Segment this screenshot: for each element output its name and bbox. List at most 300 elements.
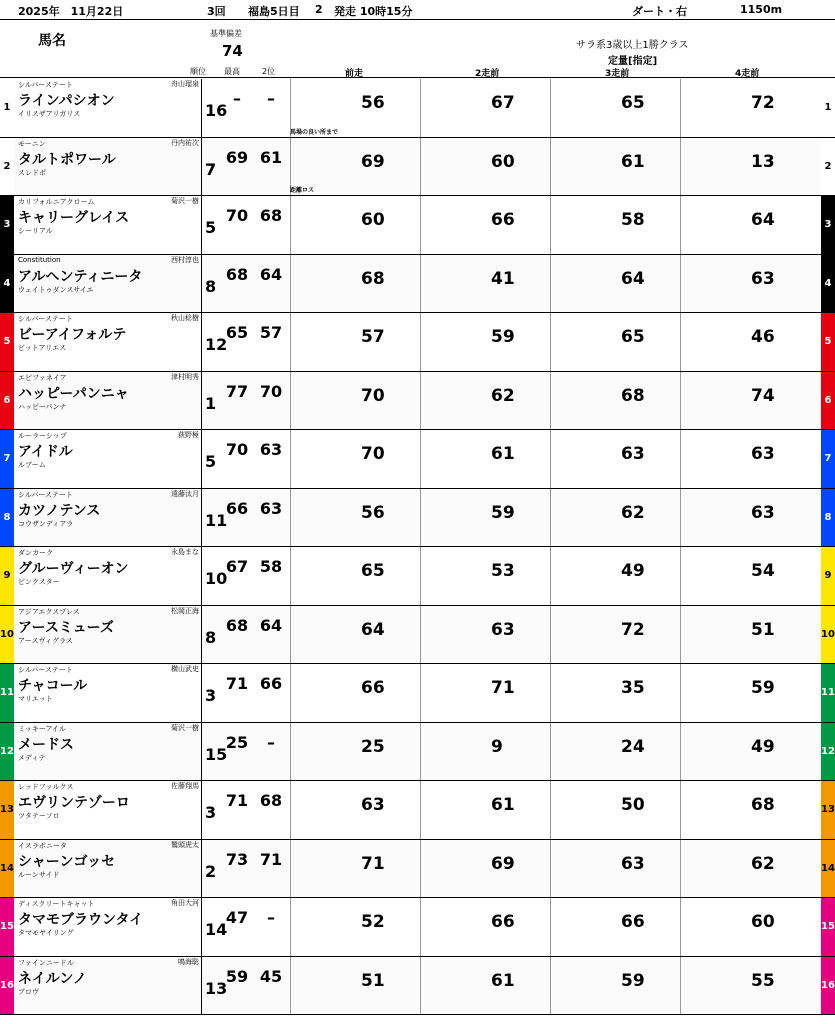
rank-value: 12 [205, 335, 228, 354]
sire-name: シルバーステート [18, 315, 73, 323]
past-race-index: 13 [751, 151, 775, 172]
past-race-index: 63 [621, 444, 645, 464]
post-number-right: 16 [821, 957, 835, 1015]
past-race-index: 63 [361, 795, 385, 815]
horse-info [16, 79, 202, 137]
horse-row [0, 313, 835, 372]
best-label: 最高 [224, 67, 240, 76]
dam-name: ビットアリエス [18, 344, 67, 352]
horse-name: ネイルンノ [18, 970, 87, 987]
past-race-index: 25 [361, 736, 385, 757]
past-race-3 [550, 957, 686, 1015]
post-number-right: 1 [821, 79, 835, 137]
past-race-index: 59 [491, 502, 515, 523]
past-race-index: 61 [621, 151, 645, 172]
horse-info [16, 430, 202, 488]
past-race-index: 60 [751, 912, 775, 932]
past-race-index: 68 [621, 385, 645, 406]
past-race-index: 51 [361, 970, 385, 991]
past-race-2 [420, 430, 556, 488]
horse-row [0, 898, 835, 957]
best-deviation: 66 [225, 498, 249, 518]
jockey-name: 津村明秀 [171, 372, 199, 381]
past-race-1 [290, 898, 426, 956]
best-deviation: 69 [225, 147, 249, 167]
past-race-2 [420, 723, 556, 781]
post-number-right: 6 [821, 372, 835, 430]
horse-row [0, 196, 835, 255]
past-race-index: 66 [621, 912, 645, 932]
post-number-left: 14 [0, 840, 14, 898]
past-race-4 [680, 957, 816, 1015]
post-number-left: 1 [0, 79, 14, 137]
past-race-1 [290, 840, 426, 898]
horse-name: ハッピーパンニャ [18, 385, 129, 402]
past-race-index: 66 [491, 210, 515, 230]
rank-value: 3 [205, 686, 217, 705]
past-race-index: 71 [361, 853, 385, 874]
past-race-index: 63 [751, 502, 775, 523]
base-deviation-label: 基準偏差 [210, 29, 242, 38]
past-race-4 [680, 79, 816, 137]
horse-row [0, 547, 835, 606]
dam-name: イリスザアリガリス [18, 110, 81, 118]
best-deviation: 70 [225, 440, 249, 459]
post-number-left: 13 [0, 781, 14, 839]
sire-name: レッドファルクス [18, 783, 74, 791]
past-race-1 [290, 255, 426, 313]
sire-name: ファインニードル [18, 958, 74, 967]
sire-name: アジアエクスプレス [18, 607, 80, 616]
past-race-2 [420, 489, 556, 547]
rank-label: 順位 [190, 67, 206, 76]
past-race-index: 68 [751, 795, 775, 815]
past-race-3 [550, 430, 686, 488]
rank-value: 10 [205, 569, 228, 588]
rank-value: 14 [205, 920, 228, 939]
past-race-4 [680, 547, 816, 605]
past-race-index: 63 [751, 268, 775, 289]
past4-label: 4走前 [735, 69, 760, 79]
past-race-index: 63 [491, 619, 515, 640]
post-number-right: 4 [821, 255, 835, 313]
past-race-index: 58 [621, 210, 645, 230]
sire-name: シルバーステート [18, 666, 73, 674]
horse-info [16, 372, 202, 430]
past-race-index: 65 [621, 327, 645, 347]
jockey-name: 西村淳也 [171, 255, 199, 264]
horse-row [0, 372, 835, 431]
jockey-name: 横山武史 [171, 665, 199, 673]
past-race-2 [420, 781, 556, 839]
past-race-3 [550, 79, 686, 137]
second-label: 2位 [262, 67, 276, 76]
post-number-right: 12 [821, 723, 835, 781]
past-race-index: 59 [751, 678, 775, 698]
past-race-index: 72 [621, 619, 645, 640]
past-race-index: 64 [361, 619, 385, 640]
race-note: 馬場の良い所まで [290, 128, 339, 136]
second-deviation: 63 [259, 498, 283, 518]
jockey-name: 遠藤汰月 [171, 489, 199, 498]
second-deviation: 68 [259, 791, 283, 810]
past-race-1 [290, 430, 426, 488]
past-race-2 [420, 138, 556, 196]
dam-name: プロヴ [18, 987, 39, 996]
past-race-1 [290, 957, 426, 1015]
dam-name: ツタテーソロ [18, 812, 60, 820]
jockey-name: 鷲頭虎太 [171, 840, 199, 849]
past-race-index: 69 [361, 151, 385, 172]
past-race-1 [290, 664, 426, 722]
past-race-index: 64 [621, 268, 645, 289]
best-deviation: 71 [225, 674, 249, 693]
horse-info [16, 255, 202, 313]
rank-value: 8 [205, 627, 217, 647]
past-race-4 [680, 489, 816, 547]
past-race-1 [290, 781, 426, 839]
horse-info [16, 840, 202, 898]
sire-name: モーニン [18, 139, 46, 148]
horse-info [16, 898, 202, 956]
best-deviation: 59 [225, 966, 249, 986]
past-race-4 [680, 372, 816, 430]
past-race-index: 9 [491, 736, 503, 757]
post-number-right: 5 [821, 313, 835, 371]
post-number-left: 7 [0, 430, 14, 488]
post-number-right: 3 [821, 196, 835, 254]
past1-label: 前走 [345, 69, 364, 79]
dam-name: シーリアル [18, 227, 53, 235]
past-race-index: 54 [751, 561, 775, 581]
past-race-index: 52 [361, 912, 385, 932]
sire-name: カリフォルニアクローム [18, 198, 95, 206]
past-race-index: 49 [621, 561, 645, 581]
past-race-3 [550, 313, 686, 371]
sire-name: ルーラーシップ [18, 432, 67, 440]
horse-name: ビーアイフォルテ [18, 327, 127, 343]
second-deviation: – [267, 732, 275, 752]
past3-label: 3走前 [605, 69, 630, 79]
horse-row [0, 723, 835, 782]
past-race-3 [550, 781, 686, 839]
dam-name: スレドポ [18, 168, 46, 177]
past-race-3 [550, 255, 686, 313]
rank-value: 2 [205, 861, 217, 881]
horse-name: シャーンゴッセ [18, 853, 116, 870]
past-race-1 [290, 547, 426, 605]
past-race-index: 65 [621, 93, 645, 113]
dam-name: ルーンサイド [18, 870, 60, 879]
past-race-4 [680, 606, 816, 664]
past-race-1 [290, 723, 426, 781]
post-number-left: 16 [0, 957, 14, 1015]
horse-name: エヴリンテゾーロ [18, 795, 130, 811]
dam-name: ピンクスター [18, 578, 60, 586]
past-race-2 [420, 606, 556, 664]
horse-row [0, 138, 835, 197]
past-race-2 [420, 255, 556, 313]
past-race-index: 59 [491, 327, 515, 347]
rank-value: 7 [205, 159, 217, 179]
past-race-2 [420, 957, 556, 1015]
second-deviation: – [267, 89, 275, 108]
past-race-2 [420, 664, 556, 722]
past-race-4 [680, 898, 816, 956]
race-note: 距離ロス [290, 187, 315, 194]
past-race-index: 55 [751, 970, 775, 991]
rank-value: 1 [205, 393, 217, 413]
second-deviation: 64 [259, 615, 283, 635]
jockey-name: 佐藤翔馬 [171, 782, 199, 790]
best-deviation: 77 [225, 381, 249, 401]
second-deviation: 61 [259, 147, 283, 167]
past-race-index: 72 [751, 93, 775, 113]
best-deviation: 25 [225, 732, 249, 752]
past-race-index: 35 [621, 678, 645, 698]
jockey-name: 舟山瑠泉 [171, 80, 199, 88]
post-number-left: 3 [0, 196, 14, 254]
sire-name: ダンカーク [18, 549, 54, 557]
race-round: 3回 [207, 5, 226, 18]
past-race-3 [550, 196, 686, 254]
past-race-index: 65 [361, 561, 385, 581]
past-race-index: 70 [361, 385, 385, 406]
horse-row [0, 489, 835, 548]
past-race-4 [680, 196, 816, 254]
horse-name: キャリーグレイス [18, 210, 130, 226]
best-deviation: 65 [225, 323, 249, 342]
dam-name: ハッピーパンナ [18, 402, 67, 411]
sire-name: シルバーステート [18, 81, 73, 89]
rank-value: 5 [205, 452, 217, 471]
horse-row [0, 79, 835, 138]
past-race-3 [550, 664, 686, 722]
past-race-1 [290, 489, 426, 547]
past-race-2 [420, 898, 556, 956]
post-number-left: 9 [0, 547, 14, 605]
past-race-index: 56 [361, 502, 385, 523]
horse-name: アースミューズ [18, 619, 114, 636]
rank-value: 11 [205, 510, 228, 530]
post-number-right: 10 [821, 606, 835, 664]
past-race-3 [550, 138, 686, 196]
dam-name: アースヴィグラス [18, 636, 73, 645]
race-class: サラ系3歳以上1勝クラス [576, 40, 689, 51]
past-race-4 [680, 430, 816, 488]
race-meet: 福島5日目 [248, 5, 300, 18]
second-deviation: 71 [259, 849, 283, 869]
dam-name: コウザンディアラ [18, 519, 74, 528]
distance: 1150m [740, 3, 783, 16]
past-race-index: 62 [621, 502, 645, 523]
past-race-index: 46 [751, 327, 775, 347]
past-race-index: 62 [491, 385, 515, 406]
sub-header [0, 20, 835, 78]
rank-value: 15 [205, 744, 228, 764]
horse-row [0, 781, 835, 840]
horse-info [16, 781, 202, 839]
race-number: 2 [315, 3, 323, 16]
horse-info [16, 723, 202, 781]
horse-info [16, 957, 202, 1015]
horse-row [0, 430, 835, 489]
past-race-index: 56 [361, 93, 385, 113]
second-deviation: 57 [259, 323, 283, 342]
past-race-index: 63 [751, 444, 775, 464]
past-race-3 [550, 372, 686, 430]
post-number-left: 15 [0, 898, 14, 956]
horse-row [0, 840, 835, 899]
past-race-1 [290, 606, 426, 664]
past-race-1 [290, 372, 426, 430]
race-start: 発走 10時15分 [334, 5, 413, 18]
second-deviation: 68 [259, 206, 283, 225]
best-deviation: 68 [225, 264, 249, 284]
jockey-name: 秋山稔樹 [171, 314, 199, 322]
rank-value: 5 [205, 218, 217, 237]
past-race-index: 68 [361, 268, 385, 289]
horse-name: メードス [18, 736, 74, 753]
past-race-3 [550, 489, 686, 547]
best-deviation: 67 [225, 557, 249, 576]
past-race-index: 24 [621, 736, 645, 757]
past2-label: 2走前 [475, 69, 500, 79]
post-number-right: 13 [821, 781, 835, 839]
past-race-2 [420, 79, 556, 137]
post-number-right: 8 [821, 489, 835, 547]
post-number-left: 6 [0, 372, 14, 430]
post-number-right: 11 [821, 664, 835, 722]
past-race-3 [550, 606, 686, 664]
horse-info [16, 489, 202, 547]
post-number-right: 2 [821, 138, 835, 196]
second-deviation: 66 [259, 674, 283, 693]
second-deviation: – [267, 908, 275, 927]
horse-row [0, 606, 835, 665]
past-race-index: 62 [751, 853, 775, 874]
past-race-3 [550, 723, 686, 781]
jockey-name: 永島まな [171, 548, 199, 556]
post-number-left: 2 [0, 138, 14, 196]
best-deviation: 70 [225, 206, 249, 225]
rank-value: 8 [205, 276, 217, 296]
jockey-name: 丹内祐次 [171, 138, 199, 147]
past-race-index: 67 [491, 93, 515, 113]
past-race-4 [680, 723, 816, 781]
past-race-index: 61 [491, 795, 515, 815]
past-race-index: 74 [751, 385, 775, 406]
past-race-index: 51 [751, 619, 775, 640]
past-race-4 [680, 664, 816, 722]
post-number-left: 8 [0, 489, 14, 547]
rank-value: 13 [205, 978, 228, 998]
dam-name: ウェイトゥダンスサイエ [18, 285, 94, 294]
horse-info [16, 313, 202, 371]
second-deviation: 70 [259, 381, 283, 401]
past-race-3 [550, 898, 686, 956]
past-race-index: 66 [491, 912, 515, 932]
second-deviation: 63 [259, 440, 283, 459]
horse-name: アルヘンティニータ [18, 268, 143, 285]
horse-info [16, 138, 202, 196]
past-race-1 [290, 313, 426, 371]
jockey-name: 菊沢一樹 [171, 197, 199, 205]
horse-name: カツノテンス [18, 502, 101, 519]
sire-name: ミッキーアイル [18, 724, 66, 733]
horse-info [16, 547, 202, 605]
past-race-index: 60 [361, 210, 385, 230]
sire-name: ディスクリートキャット [18, 900, 95, 908]
past-race-index: 66 [361, 678, 385, 698]
sire-name: イスラボニータ [18, 841, 67, 850]
past-race-index: 64 [751, 210, 775, 230]
horse-name: タマモブラウンタイ [18, 912, 144, 928]
horse-name: アイドル [18, 444, 73, 460]
race-date: 2025年 11月22日 [18, 5, 124, 18]
horse-name: チャコール [18, 678, 88, 694]
past-race-index: 61 [491, 970, 515, 991]
past-race-4 [680, 313, 816, 371]
post-number-right: 15 [821, 898, 835, 956]
second-deviation: 64 [259, 264, 283, 284]
post-number-left: 12 [0, 723, 14, 781]
post-number-right: 14 [821, 840, 835, 898]
horse-info [16, 196, 202, 254]
header-bar [0, 0, 835, 20]
post-number-right: 9 [821, 547, 835, 605]
past-race-index: 57 [361, 327, 385, 347]
past-race-index: 41 [491, 268, 515, 289]
horse-name: タルトポワール [18, 151, 116, 168]
best-deviation: – [233, 89, 241, 108]
post-number-left: 4 [0, 255, 14, 313]
horse-info [16, 664, 202, 722]
post-number-left: 5 [0, 313, 14, 371]
past-race-index: 63 [621, 853, 645, 874]
past-race-2 [420, 547, 556, 605]
past-race-index: 71 [491, 678, 515, 698]
past-race-index: 70 [361, 444, 385, 464]
horse-name-label: 馬名 [38, 33, 66, 49]
past-race-index: 61 [491, 444, 515, 464]
past-race-3 [550, 840, 686, 898]
horse-row [0, 255, 835, 314]
race-condition: 定量[指定] [608, 56, 658, 67]
post-number-left: 10 [0, 606, 14, 664]
past-race-4 [680, 255, 816, 313]
track-type: ダート・右 [632, 5, 687, 18]
horse-row [0, 664, 835, 723]
jockey-name: 角田大河 [171, 899, 199, 907]
dam-name: ルブーム [18, 461, 46, 469]
jockey-name: 松岡正海 [171, 606, 199, 615]
jockey-name: 菊沢一樹 [171, 723, 199, 732]
past-race-4 [680, 840, 816, 898]
best-deviation: 68 [225, 615, 249, 635]
past-race-index: 60 [491, 151, 515, 172]
best-deviation: 73 [225, 849, 249, 869]
past-race-4 [680, 781, 816, 839]
post-number-left: 11 [0, 664, 14, 722]
past-race-index: 49 [751, 736, 775, 757]
sire-name: エピファネイア [18, 373, 67, 382]
past-race-index: 53 [491, 561, 515, 581]
jockey-name: 荻野極 [178, 431, 199, 439]
past-race-2 [420, 196, 556, 254]
past-race-1 [290, 196, 426, 254]
best-deviation: 71 [225, 791, 249, 810]
